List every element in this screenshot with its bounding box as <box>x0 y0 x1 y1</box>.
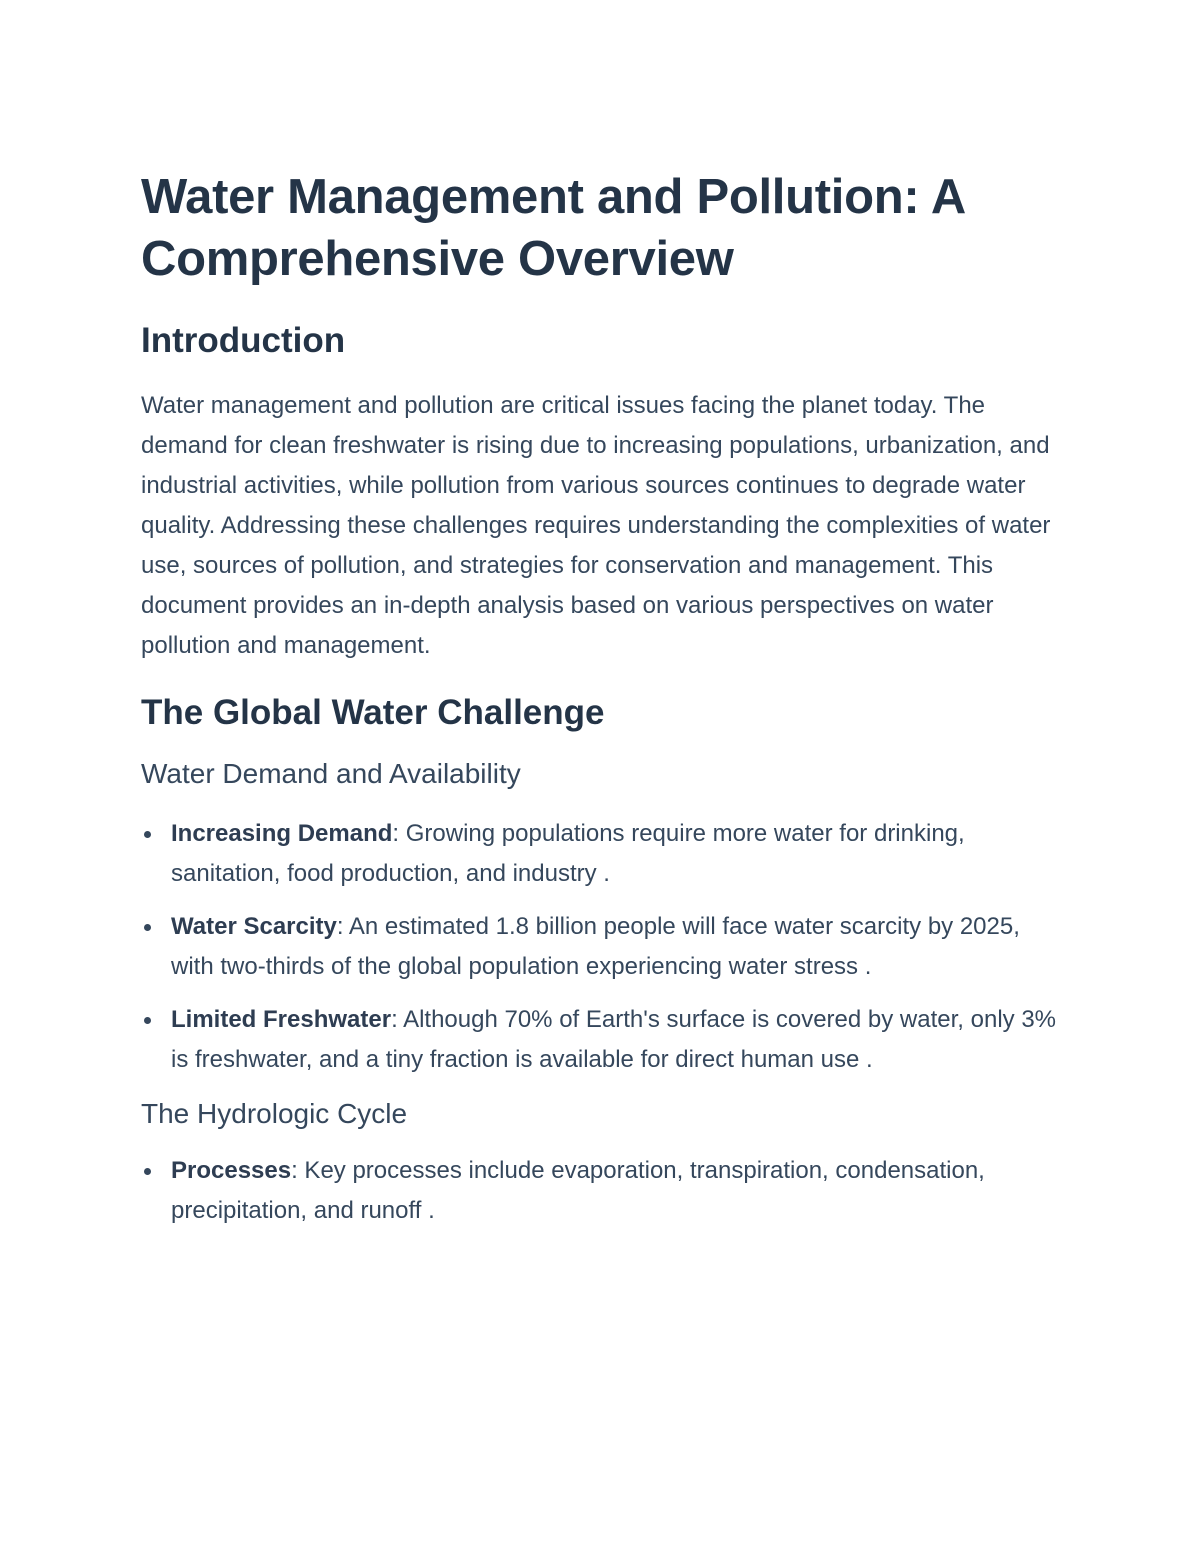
global-water-challenge-heading: The Global Water Challenge <box>141 693 605 732</box>
hydrologic-cycle-list <box>141 1151 1060 1231</box>
document-title: Water Management and Pollution: A Comprehensive Overview <box>141 170 965 286</box>
water-demand-list <box>141 814 1060 1080</box>
list-item-text: : Although 70% of Earth's surface is covered by water, only 3% is freshwater, and a tiny fraction is available for direct human use . <box>171 1006 1057 1073</box>
list-item-term: Water Scarcity <box>171 913 337 940</box>
bullet-icon <box>144 1168 151 1175</box>
list-item <box>141 1151 1060 1231</box>
list-item-text: : Growing populations require more water for drinking, sanitation, food production, and industry . <box>171 820 965 887</box>
introduction-heading: Introduction <box>141 321 346 360</box>
bullet-icon <box>144 831 151 838</box>
list-item <box>141 907 1060 987</box>
introduction-paragraph: Water management and pollution are critical issues facing the planet today. The demand for clean freshwater is rising due to increasing populations, urbanization, and industrial activities, while pollution from various sources continues to degrade water quality. Addressing these challenges requires understanding the complexities of water use, sources of pollution, and strategies for conservation and management. This document provides an in-depth analysis based on various perspectives on water pollution and management. <box>141 392 1051 659</box>
water-demand-subheading: Water Demand and Availability <box>141 758 521 789</box>
list-item-text: : An estimated 1.8 billion people will face water scarcity by 2025, with two-thirds of the global population experiencing water stress . <box>171 913 1020 980</box>
list-item-term: Increasing Demand <box>171 820 393 847</box>
bullet-icon <box>144 1017 151 1024</box>
bullet-icon <box>144 924 151 931</box>
list-item-text: : Key processes include evaporation, transpiration, condensation, precipitation, and runoff . <box>171 1157 985 1224</box>
hydrologic-cycle-subheading: The Hydrologic Cycle <box>141 1098 408 1129</box>
list-item <box>141 814 1060 894</box>
list-item <box>141 1000 1060 1080</box>
list-item-term: Limited Freshwater <box>171 1006 392 1033</box>
list-item-term: Processes <box>171 1157 292 1184</box>
